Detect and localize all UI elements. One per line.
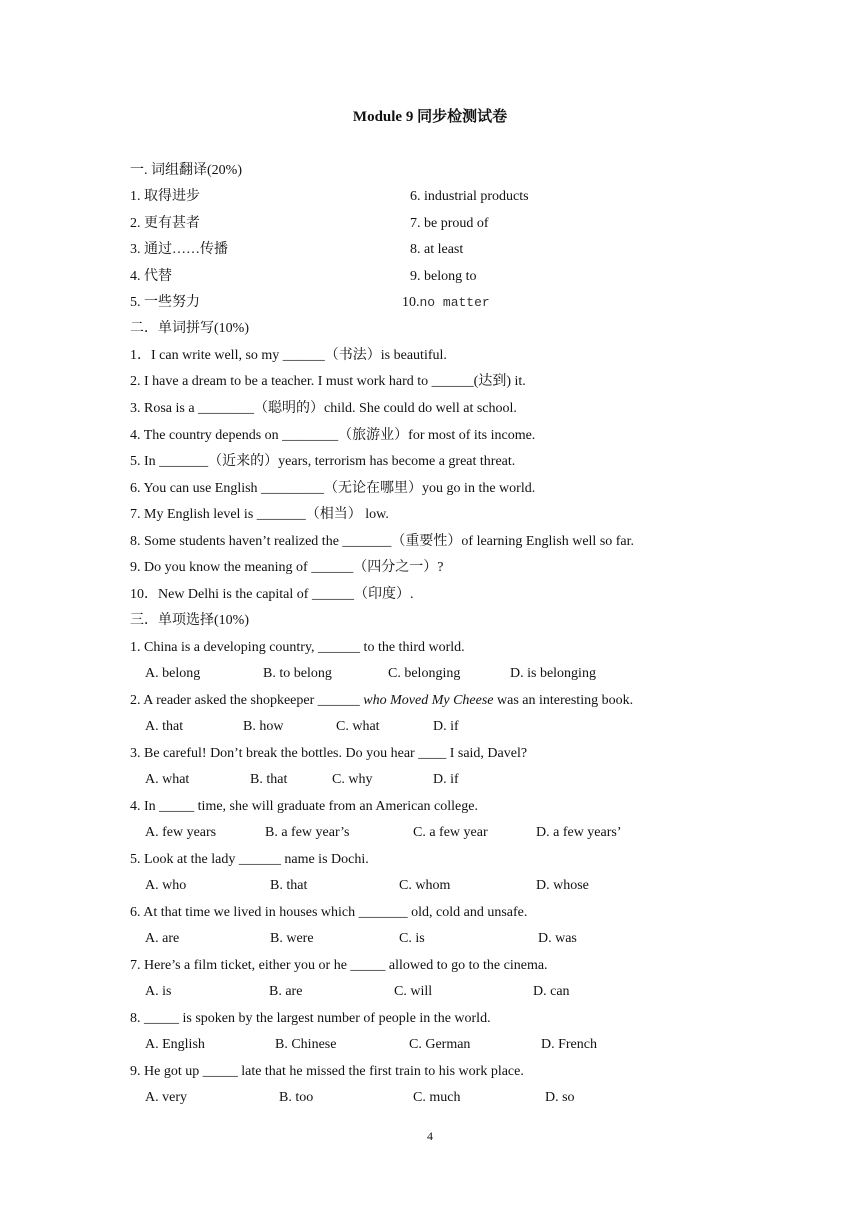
phrase-item: 2. 更有甚者 <box>130 216 200 231</box>
question-text-part: was an interesting book. <box>493 693 634 708</box>
option: B. too <box>279 1090 314 1105</box>
option: B. that <box>250 772 288 787</box>
spelling-item: 10．New Delhi is the capital of ______（印度）. <box>130 587 414 602</box>
option: D. was <box>538 931 577 946</box>
question-text: 3. Be careful! Don’t break the bottles. Do you hear ____ I said, Davel? <box>130 746 528 761</box>
question-text: 8. _____ is spoken by the largest number of people in the world. <box>130 1011 491 1026</box>
spelling-item: 1．I can write well, so my ______（书法）is beautiful. <box>130 348 447 363</box>
option: D. so <box>545 1090 575 1105</box>
option: D. is belonging <box>510 666 596 681</box>
option: A. what <box>145 772 190 787</box>
spelling-item: 3. Rosa is a ________（聪明的）child. She could do well at school. <box>130 401 517 416</box>
phrase-item <box>402 293 490 313</box>
question-text: 7. Here’s a film ticket, either you or he _____ allowed to go to the cinema. <box>130 958 548 973</box>
option: B. were <box>270 931 314 946</box>
spelling-item: 9. Do you know the meaning of ______（四分之一）? <box>130 560 444 575</box>
option: D. a few years’ <box>536 825 622 840</box>
phrase-item: 7. be proud of <box>410 216 489 231</box>
question-text-part: 2. A reader asked the shopkeeper ______ <box>130 693 364 708</box>
spelling-item: 7. My English level is _______（相当） low. <box>130 507 389 522</box>
phrase-item: 3. 通过……传播 <box>130 242 228 257</box>
option: A. belong <box>145 666 201 681</box>
option: C. why <box>332 772 373 787</box>
option: C. belonging <box>388 666 461 681</box>
question-text <box>130 691 633 711</box>
book-title: who Moved My Cheese <box>363 693 494 708</box>
option: A. few years <box>145 825 217 840</box>
spelling-item: 4. The country depends on ________（旅游业）for most of its income. <box>130 428 536 443</box>
option: D. can <box>533 984 570 999</box>
option: C. German <box>409 1037 471 1052</box>
option: A. English <box>145 1037 205 1052</box>
option: B. that <box>270 878 308 893</box>
section1-heading: 一. 词组翻译(20%) <box>130 163 242 178</box>
question-text: 9. He got up _____ late that he missed the first train to his work place. <box>130 1064 524 1079</box>
question-text: 6. At that time we lived in houses which _______ old, cold and unsafe. <box>130 905 528 920</box>
page-number: 4 <box>427 1129 433 1143</box>
phrase-item: 5. 一些努力 <box>130 295 200 310</box>
option: D. if <box>433 772 459 787</box>
option: A. who <box>145 878 187 893</box>
spelling-item: 8. Some students haven’t realized the _______（重要性）of learning English well so far. <box>130 534 635 549</box>
option: A. is <box>145 984 172 999</box>
option: A. are <box>145 931 180 946</box>
phrase-item: 9. belong to <box>410 269 477 284</box>
question-text: 5. Look at the lady ______ name is Dochi. <box>130 852 369 867</box>
spelling-item: 5. In _______（近来的）years, terrorism has become a great threat. <box>130 454 516 469</box>
phrase-item: 8. at least <box>410 242 464 257</box>
page-title: Module 9 同步检测试卷 <box>352 109 508 125</box>
phrase-item: 4. 代替 <box>130 269 172 284</box>
question-text: 4. In _____ time, she will graduate from an American college. <box>130 799 478 814</box>
option: A. very <box>145 1090 187 1105</box>
option: D. whose <box>536 878 589 893</box>
phrase-text: no matter <box>419 295 490 310</box>
option: C. what <box>336 719 380 734</box>
section3-heading: 三．单项选择(10%) <box>130 613 249 628</box>
option: D. French <box>541 1037 597 1052</box>
option: B. to belong <box>263 666 332 681</box>
option: D. if <box>433 719 459 734</box>
phrase-item: 6. industrial products <box>410 189 529 204</box>
phrase-item: 1. 取得进步 <box>130 189 200 204</box>
option: C. whom <box>399 878 451 893</box>
option: B. a few year’s <box>265 825 350 840</box>
option: B. Chinese <box>275 1037 337 1052</box>
option: C. a few year <box>413 825 488 840</box>
option: C. much <box>413 1090 461 1105</box>
option: C. is <box>399 931 425 946</box>
option: B. how <box>243 719 284 734</box>
section2-heading: 二．单词拼写(10%) <box>130 321 249 336</box>
option: C. will <box>394 984 433 999</box>
phrase-number: 10. <box>402 295 420 310</box>
option: A. that <box>145 719 184 734</box>
option: B. are <box>269 984 303 999</box>
spelling-item: 6. You can use English _________（无论在哪里）you go in the world. <box>130 481 536 496</box>
spelling-item: 2. I have a dream to be a teacher. I must work hard to ______(达到) it. <box>130 374 526 389</box>
question-text: 1. China is a developing country, ______ to the third world. <box>130 640 465 655</box>
